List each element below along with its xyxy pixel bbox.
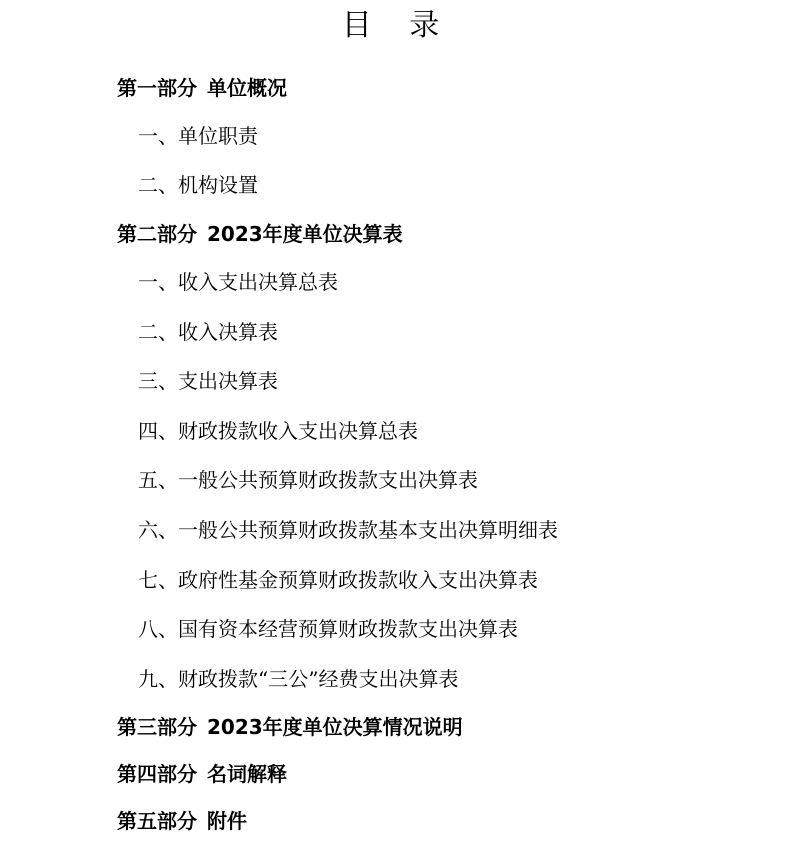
page-title: 目 录 <box>341 8 454 43</box>
toc-item[interactable]: 八、国有资本经营预算财政拨款支出决算表 <box>138 617 518 641</box>
toc-part-5[interactable] <box>117 803 247 839</box>
toc-part-2[interactable] <box>117 216 403 252</box>
toc-part-title: 2023年度单位决算表 <box>207 222 403 246</box>
toc-item[interactable]: 三、支出决算表 <box>138 369 278 393</box>
toc-part-title: 附件 <box>207 809 247 833</box>
toc-part-4[interactable] <box>117 756 287 792</box>
toc-part-title: 单位概况 <box>207 76 287 100</box>
toc-part-label: 第四部分 <box>117 762 197 786</box>
toc-part-title: 2023年度单位决算情况说明 <box>207 715 463 739</box>
toc-part-3[interactable] <box>117 709 463 745</box>
toc-item[interactable]: 四、财政拨款收入支出决算总表 <box>138 419 418 443</box>
toc-item[interactable]: 七、政府性基金预算财政拨款收入支出决算表 <box>138 568 538 592</box>
toc-part-title: 名词解释 <box>207 762 287 786</box>
toc-part-1[interactable] <box>117 70 287 106</box>
toc-item[interactable]: 九、财政拨款“三公”经费支出决算表 <box>138 667 459 691</box>
toc-part-label: 第三部分 <box>117 715 197 739</box>
toc-item[interactable]: 二、收入决算表 <box>138 320 278 344</box>
toc-item[interactable]: 六、一般公共预算财政拨款基本支出决算明细表 <box>138 518 558 542</box>
toc-item[interactable]: 五、一般公共预算财政拨款支出决算表 <box>138 468 478 492</box>
toc-part-label: 第五部分 <box>117 809 197 833</box>
toc-item[interactable]: 二、机构设置 <box>138 173 258 197</box>
toc-item[interactable]: 一、收入支出决算总表 <box>138 270 338 294</box>
toc-item[interactable]: 一、单位职责 <box>138 124 258 148</box>
toc-part-label: 第一部分 <box>117 76 197 100</box>
toc-part-label: 第二部分 <box>117 222 197 246</box>
